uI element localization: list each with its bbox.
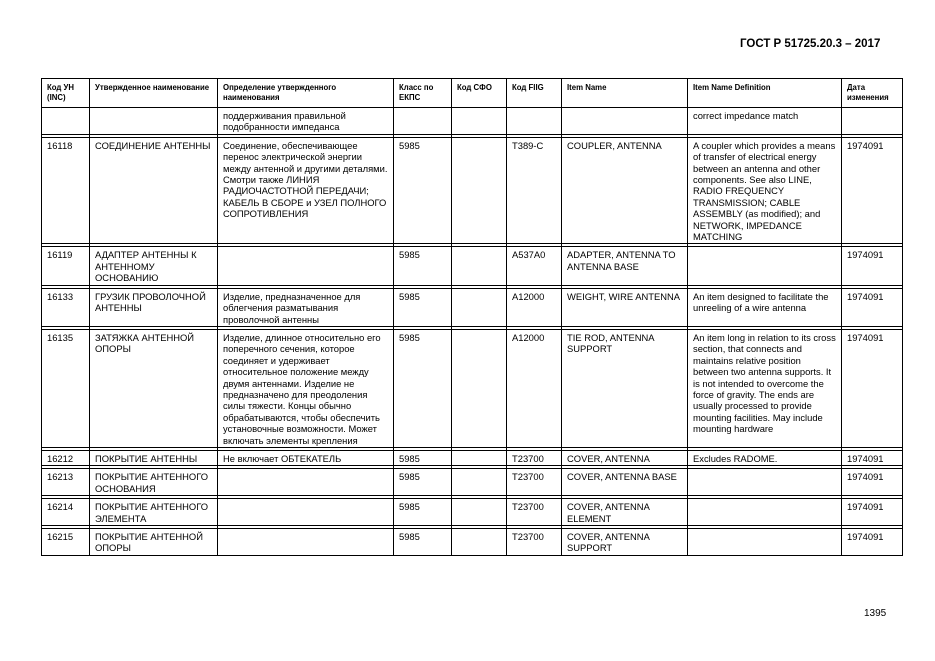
cell-item-name: COVER, ANTENNA bbox=[562, 450, 688, 465]
cell-definition-ru: Соединение, обеспечивающее перенос электрической энергии между антенной и другими деталями. Смотри также ЛИНИЯ РАДИОЧАСТОТНОЙ ПЕРЕДАЧИ; КАБЕЛЬ В СБОРЕ и УЗЕЛ ПОЛНОГО СОПРОТИВЛЕНИЯ bbox=[218, 137, 394, 244]
table-row bbox=[42, 329, 903, 447]
cell-definition-en: A coupler which provides a means of transfer of electrical energy between an antenna and other components. See also LINE, RADIO FREQUENCY TRANSMISSION; CABLE ASSEMBLY (as modified); and NETWORK, IMPEDANCE MATCHING bbox=[688, 137, 842, 244]
cell-definition-en: Excludes RADOME. bbox=[688, 450, 842, 465]
cell-item-name bbox=[562, 108, 688, 135]
table-row bbox=[42, 499, 903, 526]
cell-fiig: A537A0 bbox=[507, 247, 562, 285]
cell-name-ru: ГРУЗИК ПРОВОЛОЧНОЙ АНТЕННЫ bbox=[90, 288, 218, 326]
cell-fiig: T23700 bbox=[507, 499, 562, 526]
cell-ekps: 5985 bbox=[394, 469, 452, 496]
table-row bbox=[42, 469, 903, 496]
table-row bbox=[42, 450, 903, 465]
cell-ekps: 5985 bbox=[394, 329, 452, 447]
cell-name-ru: ПОКРЫТИЕ АНТЕННОГО ЭЛЕМЕНТА bbox=[90, 499, 218, 526]
cell-item-name: WEIGHT, WIRE ANTENNA bbox=[562, 288, 688, 326]
column-header-definition-en: Item Name Definition bbox=[688, 79, 842, 108]
cell-sfo bbox=[452, 450, 507, 465]
column-header-fiig: Код FIIG bbox=[507, 79, 562, 108]
cell-definition-ru bbox=[218, 247, 394, 285]
cell-ekps bbox=[394, 108, 452, 135]
cell-sfo bbox=[452, 137, 507, 244]
cell-item-name: ADAPTER, ANTENNA TO ANTENNA BASE bbox=[562, 247, 688, 285]
table-row bbox=[42, 137, 903, 244]
cell-inc: 16118 bbox=[42, 137, 90, 244]
cell-sfo bbox=[452, 469, 507, 496]
cell-ekps: 5985 bbox=[394, 499, 452, 526]
cell-name-ru bbox=[90, 108, 218, 135]
cell-date: 1974091 bbox=[842, 247, 903, 285]
catalog-table bbox=[41, 78, 903, 556]
cell-definition-ru bbox=[218, 529, 394, 556]
cell-sfo bbox=[452, 108, 507, 135]
cell-fiig: T23700 bbox=[507, 469, 562, 496]
cell-definition-en: An item designed to facilitate the unreeling of a wire antenna bbox=[688, 288, 842, 326]
cell-item-name: COUPLER, ANTENNA bbox=[562, 137, 688, 244]
cell-ekps: 5985 bbox=[394, 137, 452, 244]
column-header-definition-ru: Определение утвержденного наименования bbox=[218, 79, 394, 108]
cell-definition-en bbox=[688, 529, 842, 556]
column-header-date: Дата изменения bbox=[842, 79, 903, 108]
table-row-continuation bbox=[42, 108, 903, 135]
cell-definition-ru bbox=[218, 499, 394, 526]
column-header-ekps: Класс по ЕКПС bbox=[394, 79, 452, 108]
cell-definition-ru: поддерживания правильной подобранности импеданса bbox=[218, 108, 394, 135]
cell-date: 1974091 bbox=[842, 469, 903, 496]
cell-name-ru: ПОКРЫТИЕ АНТЕННОГО ОСНОВАНИЯ bbox=[90, 469, 218, 496]
cell-item-name: COVER, ANTENNA BASE bbox=[562, 469, 688, 496]
cell-inc: 16214 bbox=[42, 499, 90, 526]
document-code: ГОСТ Р 51725.20.3 – 2017 bbox=[740, 38, 881, 50]
cell-fiig: T389-C bbox=[507, 137, 562, 244]
cell-sfo bbox=[452, 499, 507, 526]
cell-item-name: TIE ROD, ANTENNA SUPPORT bbox=[562, 329, 688, 447]
table-header-row bbox=[42, 79, 903, 108]
cell-date: 1974091 bbox=[842, 288, 903, 326]
cell-inc: 16215 bbox=[42, 529, 90, 556]
cell-date bbox=[842, 108, 903, 135]
cell-ekps: 5985 bbox=[394, 450, 452, 465]
cell-definition-en bbox=[688, 499, 842, 526]
cell-sfo bbox=[452, 288, 507, 326]
cell-definition-en: correct impedance match bbox=[688, 108, 842, 135]
cell-inc: 16133 bbox=[42, 288, 90, 326]
column-header-sfo: Код СФО bbox=[452, 79, 507, 108]
cell-fiig: T23700 bbox=[507, 450, 562, 465]
cell-date: 1974091 bbox=[842, 329, 903, 447]
cell-item-name: COVER, ANTENNA ELEMENT bbox=[562, 499, 688, 526]
cell-sfo bbox=[452, 247, 507, 285]
column-header-item-name: Item Name bbox=[562, 79, 688, 108]
cell-sfo bbox=[452, 329, 507, 447]
cell-definition-ru: Не включает ОБТЕКАТЕЛЬ bbox=[218, 450, 394, 465]
page-number: 1395 bbox=[864, 608, 887, 619]
cell-date: 1974091 bbox=[842, 137, 903, 244]
cell-ekps: 5985 bbox=[394, 529, 452, 556]
table-row bbox=[42, 288, 903, 326]
table-row bbox=[42, 247, 903, 285]
cell-fiig: T23700 bbox=[507, 529, 562, 556]
cell-fiig: A12000 bbox=[507, 329, 562, 447]
cell-date: 1974091 bbox=[842, 529, 903, 556]
column-header-name-ru: Утвержденное наименование bbox=[90, 79, 218, 108]
cell-sfo bbox=[452, 529, 507, 556]
cell-date: 1974091 bbox=[842, 499, 903, 526]
cell-inc: 16135 bbox=[42, 329, 90, 447]
cell-definition-ru bbox=[218, 469, 394, 496]
cell-name-ru: СОЕДИНЕНИЕ АНТЕННЫ bbox=[90, 137, 218, 244]
cell-definition-en: An item long in relation to its cross section, that connects and maintains relative position between two antenna supports. It is not intended to overcome the force of gravity. The ends are usually processed to provide mounting facilities. May include mounting hardware bbox=[688, 329, 842, 447]
cell-name-ru: АДАПТЕР АНТЕННЫ К АНТЕННОМУ ОСНОВАНИЮ bbox=[90, 247, 218, 285]
cell-definition-en bbox=[688, 469, 842, 496]
cell-fiig: A12000 bbox=[507, 288, 562, 326]
table-row bbox=[42, 529, 903, 556]
cell-name-ru: ПОКРЫТИЕ АНТЕННЫ bbox=[90, 450, 218, 465]
cell-inc: 16119 bbox=[42, 247, 90, 285]
cell-definition-ru: Изделие, длинное относительно его поперечного сечения, которое соединяет и удерживает относительное положение между двумя антеннами. Изделие не предназначено для преодоления силы тяжести. Концы обычно обрабатываются, чтобы обеспечить установочные возможности. Может включать элементы крепления bbox=[218, 329, 394, 447]
cell-inc: 16212 bbox=[42, 450, 90, 465]
cell-inc bbox=[42, 108, 90, 135]
cell-definition-en bbox=[688, 247, 842, 285]
cell-ekps: 5985 bbox=[394, 288, 452, 326]
cell-ekps: 5985 bbox=[394, 247, 452, 285]
cell-item-name: COVER, ANTENNA SUPPORT bbox=[562, 529, 688, 556]
cell-name-ru: ПОКРЫТИЕ АНТЕННОЙ ОПОРЫ bbox=[90, 529, 218, 556]
cell-definition-ru: Изделие, предназначенное для облегчения разматывания проволочной антенны bbox=[218, 288, 394, 326]
cell-name-ru: ЗАТЯЖКА АНТЕННОЙ ОПОРЫ bbox=[90, 329, 218, 447]
column-header-inc: Код УН (INC) bbox=[42, 79, 90, 108]
cell-fiig bbox=[507, 108, 562, 135]
cell-inc: 16213 bbox=[42, 469, 90, 496]
cell-date: 1974091 bbox=[842, 450, 903, 465]
